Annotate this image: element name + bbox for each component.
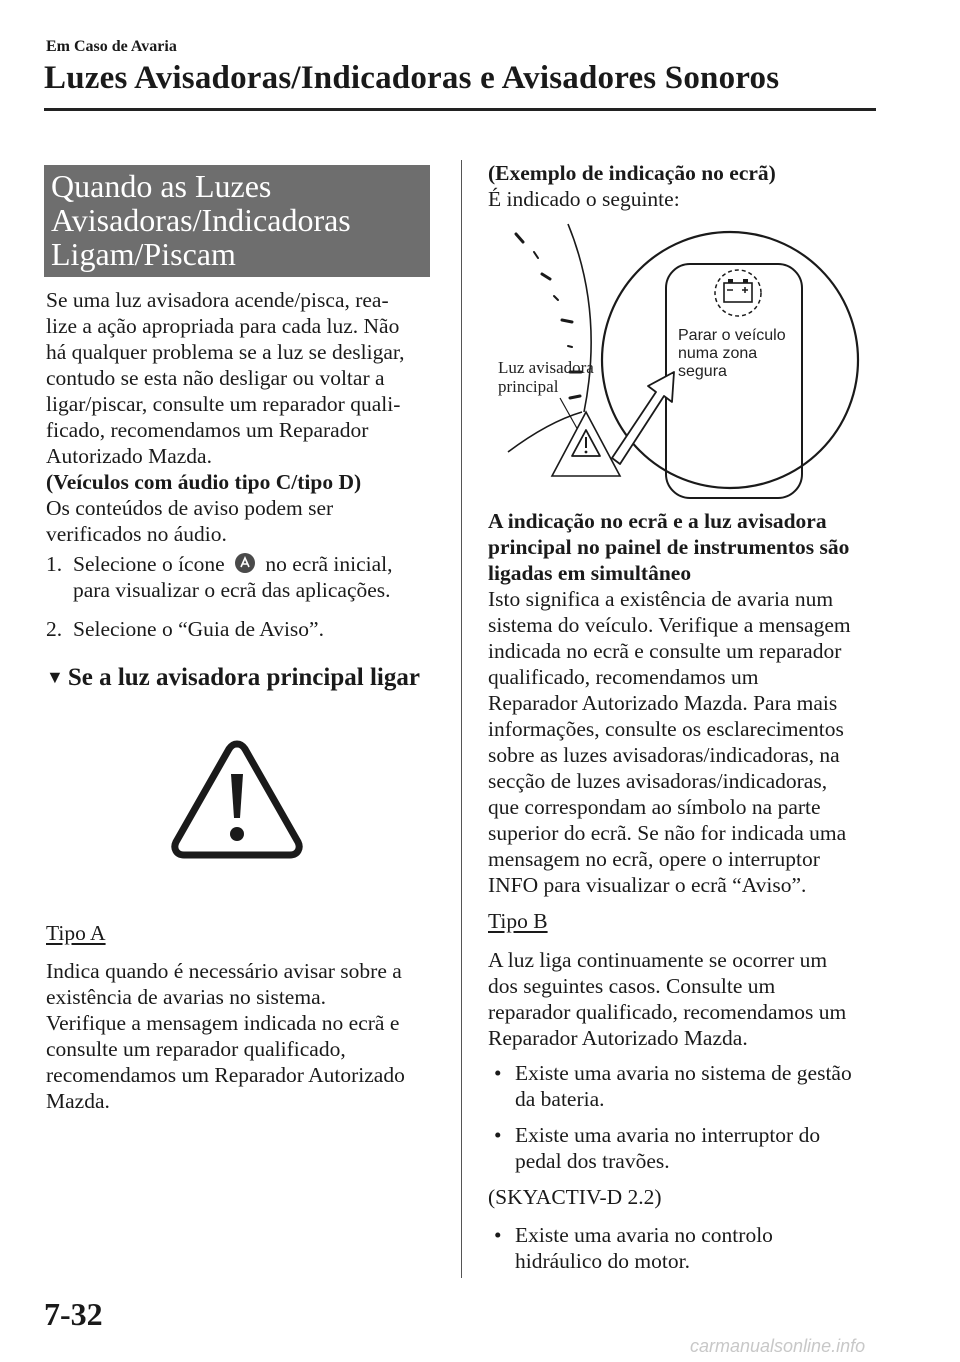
text-line: Os conteúdos de aviso podem ser — [46, 496, 334, 520]
text-line: informações, consulte os esclarecimentos — [488, 717, 844, 741]
intro-paragraph — [46, 287, 405, 547]
text-line: É indicado o seguinte: — [488, 187, 680, 211]
step-item — [46, 551, 446, 611]
bullet-glyph: • — [494, 1223, 502, 1247]
luz-label-line: principal — [498, 377, 559, 396]
text-line: Autorizado Mazda. — [46, 444, 212, 468]
text-line: ligar/piscar, consulte um reparador quali- — [46, 392, 401, 416]
bullet-text: pedal dos travões. — [515, 1149, 670, 1173]
tipo-b-paragraph — [488, 947, 846, 1051]
luz-label-line: Luz avisadora — [498, 358, 594, 377]
text-line: qualificado, recomendamos um — [488, 665, 759, 689]
text-line: lize a ação apropriada para cada luz. Não — [46, 314, 400, 338]
watermark-logo: carmanualsonline.info — [690, 1336, 866, 1356]
bold-heading-line: ligadas em simultâneo — [488, 561, 692, 585]
master-warning-icon — [170, 738, 304, 862]
text-line: Se uma luz avisadora acende/pisca, rea- — [46, 288, 389, 312]
text-line: contudo se esta não desligar ou voltar a — [46, 366, 385, 390]
screen-message-line: Parar o veículo — [678, 327, 786, 344]
step-text: para visualizar o ecrã das aplicações. — [73, 578, 391, 602]
text-line: sobre as luzes avisadoras/indicadoras, na — [488, 743, 840, 767]
text-line: ficado, recomendamos um Reparador — [46, 418, 369, 442]
bullet-glyph: • — [494, 1061, 502, 1085]
bullet-text: da bateria. — [515, 1087, 605, 1111]
step-item — [46, 616, 446, 646]
text-line: Reparador Autorizado Mazda. — [488, 1026, 748, 1050]
bullet-item — [494, 1060, 884, 1114]
text-line: Reparador Autorizado Mazda. Para mais — [488, 691, 838, 715]
step-number: 1. — [46, 552, 63, 576]
text-line: secção de luzes avisadoras/indicadoras, — [488, 769, 828, 793]
text-line: sistema do veículo. Verifique a mensagem — [488, 613, 851, 637]
skyactiv-label: (SKYACTIV-D 2.2) — [488, 1185, 662, 1209]
text-line: há qualquer problema se a luz se desligar, — [46, 340, 405, 364]
text-line: mensagem no ecrã, opere o interruptor — [488, 847, 820, 871]
text-line: verificados no áudio. — [46, 522, 227, 546]
section-title-line: Ligam/Piscam — [51, 236, 236, 272]
example-block — [488, 160, 776, 212]
subheading — [46, 664, 420, 692]
section-title-line: Quando as Luzes — [51, 168, 272, 204]
example-heading: (Exemplo de indicação no ecrã) — [488, 161, 776, 185]
text-line: consulte um reparador qualificado, — [46, 1037, 346, 1061]
text-line: INFO para visualizar o ecrã “Aviso”. — [488, 873, 807, 897]
screen-message-line: segura — [678, 363, 727, 380]
bold-heading-line: principal no painel de instrumentos são — [488, 535, 850, 559]
step-text: Selecione o ícone — [73, 552, 225, 576]
running-head: Em Caso de Avaria — [46, 38, 177, 55]
bold-heading-line: A indicação no ecrã e a luz avisadora — [488, 509, 827, 533]
text-line: indicada no ecrã e consulte um reparador — [488, 639, 842, 663]
tipo-a-paragraph — [46, 958, 405, 1114]
step-text: no ecrã inicial, — [265, 552, 393, 576]
bullet-text: Existe uma avaria no controlo — [515, 1223, 773, 1247]
page-number: 7-32 — [44, 1296, 103, 1332]
bullet-text: Existe uma avaria no interruptor do — [515, 1123, 821, 1147]
bullet-glyph: • — [494, 1123, 502, 1147]
simultaneous-block — [488, 508, 851, 898]
apps-icon — [234, 552, 256, 574]
text-line: Mazda. — [46, 1089, 110, 1113]
text-line: recomendamos um Reparador Autorizado — [46, 1063, 405, 1087]
bullet-text: Existe uma avaria no sistema de gestão — [515, 1061, 852, 1085]
tipo-a-heading: Tipo A — [46, 921, 106, 945]
bullet-text: hidráulico do motor. — [515, 1249, 690, 1273]
text-line: Verifique a mensagem indicada no ecrã e — [46, 1011, 400, 1035]
audio-heading: (Veículos com áudio tipo C/tipo D) — [46, 470, 362, 494]
text-line: superior do ecrã. Se não for indicada uma — [488, 821, 847, 845]
bullet-item — [494, 1222, 884, 1276]
step-number: 2. — [46, 617, 63, 641]
text-line: reparador qualificado, recomendamos um — [488, 1000, 847, 1024]
subheading-text: Se a luz avisadora principal ligar — [67, 664, 420, 691]
tipo-b-heading: Tipo B — [488, 909, 548, 933]
triangle-down-icon: ▼ — [46, 667, 64, 687]
section-title-box — [44, 165, 430, 277]
section-title-line: Avisadoras/Indicadoras — [51, 202, 351, 238]
column-divider — [461, 160, 462, 1278]
text-line: A luz liga continuamente se ocorrer um — [488, 948, 828, 972]
dashboard-diagram — [488, 222, 888, 508]
step-text: Selecione o “Guia de Aviso”. — [73, 617, 324, 641]
screen-message-line: numa zona — [678, 345, 758, 362]
text-line: dos seguintes casos. Consulte um — [488, 974, 776, 998]
text-line: Indica quando é necessário avisar sobre a — [46, 959, 402, 983]
text-line: Isto significa a existência de avaria num — [488, 587, 834, 611]
text-line: existência de avarias no sistema. — [46, 985, 326, 1009]
header-rule — [44, 108, 876, 111]
bullet-item — [494, 1122, 884, 1176]
page-title: Luzes Avisadoras/Indicadoras e Avisadores Sonoros — [44, 60, 780, 96]
text-line: que correspondam ao símbolo na parte — [488, 795, 821, 819]
